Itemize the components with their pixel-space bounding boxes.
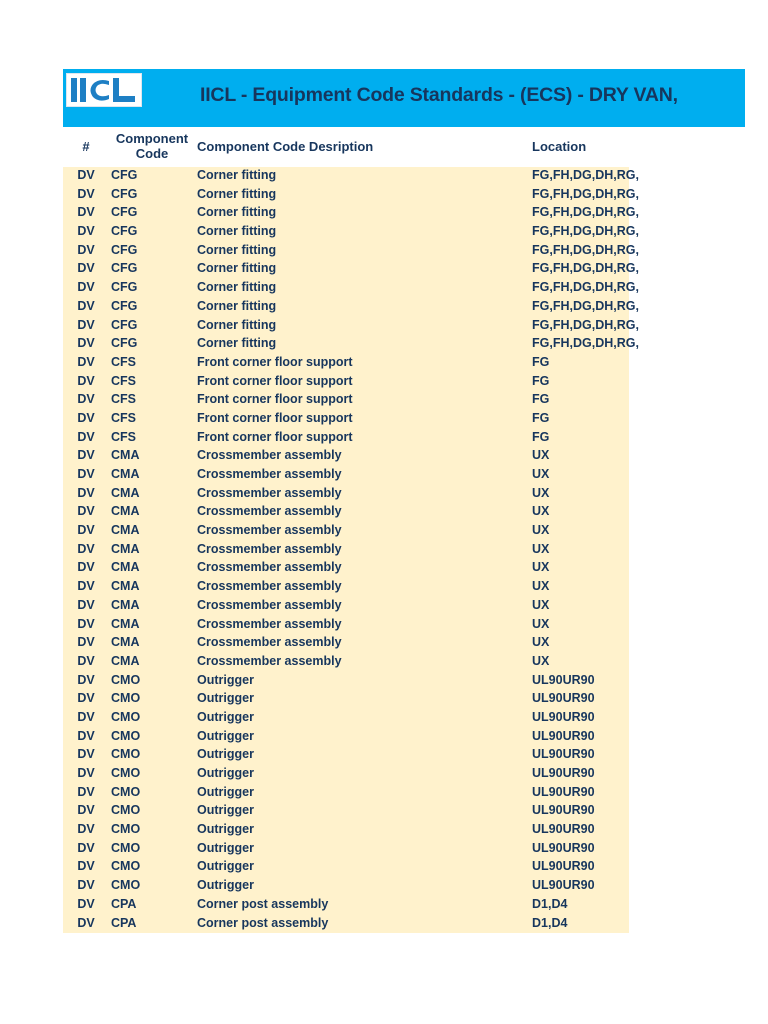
- cell-category: DV: [77, 523, 95, 538]
- cell-description: Crossmember assembly: [197, 560, 342, 575]
- table-row: [63, 204, 639, 223]
- table-row: [63, 485, 629, 504]
- table-row: [63, 429, 629, 448]
- cell-component-code: CPA: [111, 896, 137, 911]
- cell-category: DV: [77, 597, 95, 612]
- cell-location: UL90UR90: [532, 747, 595, 762]
- cell-component-code: CMA: [111, 635, 140, 650]
- table-row: [63, 784, 629, 803]
- cell-component-code: CMA: [111, 448, 140, 463]
- cell-component-code: CMO: [111, 803, 141, 818]
- table-row: [63, 802, 629, 821]
- table-row: [63, 541, 629, 560]
- cell-location: FG,FH,DG,DH,RG,: [532, 280, 639, 295]
- cell-description: Front corner floor support: [197, 373, 353, 388]
- cell-description: Outrigger: [197, 784, 254, 799]
- cell-description: Corner fitting: [197, 298, 277, 313]
- cell-category: DV: [77, 541, 95, 556]
- cell-component-code: CMA: [111, 616, 140, 631]
- cell-category: DV: [77, 784, 95, 799]
- cell-location: UX: [532, 616, 550, 631]
- cell-location: FG: [532, 410, 550, 425]
- table-row: [63, 447, 629, 466]
- table-body: [63, 167, 639, 933]
- cell-location: UX: [532, 597, 550, 612]
- table-row: [63, 186, 639, 205]
- table-row: [63, 728, 629, 747]
- cell-description: Crossmember assembly: [197, 635, 342, 650]
- cell-description: Corner fitting: [197, 186, 277, 201]
- table-row: [63, 298, 639, 317]
- table-row: [63, 522, 629, 541]
- table-row: [63, 373, 629, 392]
- cell-component-code: CMA: [111, 541, 140, 556]
- table-row: [63, 653, 629, 672]
- cell-description: Front corner floor support: [197, 429, 353, 444]
- cell-category: DV: [77, 280, 95, 295]
- cell-category: DV: [77, 448, 95, 463]
- cell-description: Corner fitting: [197, 224, 277, 239]
- page-title: IICL - Equipment Code Standards - (ECS) - DRY VAN,: [200, 84, 678, 106]
- cell-category: DV: [77, 354, 95, 369]
- cell-category: DV: [77, 504, 95, 519]
- cell-location: UL90UR90: [532, 672, 595, 687]
- cell-description: Outrigger: [197, 747, 254, 762]
- table-row: [63, 317, 639, 336]
- cell-component-code: CMO: [111, 840, 141, 855]
- table-row: [63, 503, 629, 522]
- table-row: [63, 391, 629, 410]
- cell-location: UX: [532, 635, 550, 650]
- cell-category: DV: [77, 242, 95, 257]
- cell-location: FG,FH,DG,DH,RG,: [532, 168, 639, 182]
- cell-category: DV: [77, 859, 95, 874]
- table-row: [63, 410, 629, 429]
- cell-component-code: CFG: [111, 298, 138, 313]
- cell-location: UX: [532, 560, 550, 575]
- cell-description: Outrigger: [197, 728, 254, 743]
- column-header-number: #: [82, 139, 90, 154]
- cell-location: FG,FH,DG,DH,RG,: [532, 298, 639, 313]
- cell-location: FG,FH,DG,DH,RG,: [532, 186, 639, 201]
- cell-category: DV: [77, 709, 95, 724]
- column-header-description: Component Code Desription: [197, 139, 374, 154]
- cell-category: DV: [77, 298, 95, 313]
- cell-description: Corner fitting: [197, 336, 277, 351]
- cell-location: D1,D4: [532, 915, 568, 930]
- cell-category: DV: [77, 616, 95, 631]
- cell-location: FG: [532, 373, 550, 388]
- cell-description: Crossmember assembly: [197, 448, 342, 463]
- cell-location: D1,D4: [532, 896, 568, 911]
- cell-category: DV: [77, 485, 95, 500]
- cell-description: Crossmember assembly: [197, 485, 342, 500]
- table-row: [63, 690, 629, 709]
- cell-category: DV: [77, 168, 95, 182]
- cell-category: DV: [77, 392, 95, 407]
- cell-description: Outrigger: [197, 859, 254, 874]
- cell-description: Corner fitting: [197, 280, 277, 295]
- cell-category: DV: [77, 766, 95, 780]
- column-header-location: Location: [532, 139, 587, 154]
- cell-category: DV: [77, 560, 95, 575]
- cell-component-code: CFG: [111, 186, 138, 201]
- cell-description: Front corner floor support: [197, 354, 353, 369]
- cell-component-code: CMO: [111, 878, 141, 893]
- cell-description: Corner post assembly: [197, 896, 329, 911]
- cell-location: UL90UR90: [532, 709, 595, 724]
- table-row: [63, 167, 639, 186]
- cell-description: Front corner floor support: [197, 392, 353, 407]
- cell-category: DV: [77, 672, 95, 687]
- cell-location: UX: [532, 504, 550, 519]
- cell-component-code: CFS: [111, 392, 136, 407]
- table-row: [63, 559, 629, 578]
- table-row: [63, 765, 629, 784]
- cell-category: DV: [77, 803, 95, 818]
- table-row: [63, 915, 629, 934]
- cell-description: Outrigger: [197, 691, 254, 706]
- cell-location: UX: [532, 541, 550, 556]
- cell-category: DV: [77, 429, 95, 444]
- table-row: [63, 672, 629, 691]
- table-row: [63, 858, 629, 877]
- cell-location: UL90UR90: [532, 878, 595, 893]
- cell-location: UL90UR90: [532, 822, 595, 837]
- cell-component-code: CPA: [111, 915, 137, 930]
- cell-category: DV: [77, 635, 95, 650]
- cell-location: FG,FH,DG,DH,RG,: [532, 205, 639, 220]
- cell-description: Crossmember assembly: [197, 523, 342, 538]
- cell-category: DV: [77, 840, 95, 855]
- cell-component-code: CMO: [111, 672, 141, 687]
- cell-component-code: CFG: [111, 336, 138, 351]
- cell-description: Crossmember assembly: [197, 579, 342, 594]
- cell-description: Outrigger: [197, 878, 254, 893]
- table-row: [63, 896, 629, 915]
- cell-category: DV: [77, 653, 95, 668]
- cell-location: UX: [532, 653, 550, 668]
- column-header-component-code-line2: Code: [135, 146, 169, 161]
- cell-component-code: CMA: [111, 653, 140, 668]
- cell-component-code: CMA: [111, 523, 140, 538]
- cell-component-code: CMA: [111, 485, 140, 500]
- cell-category: DV: [77, 822, 95, 837]
- cell-component-code: CMA: [111, 579, 140, 594]
- cell-description: Corner post assembly: [197, 915, 329, 930]
- cell-component-code: CMO: [111, 747, 141, 762]
- cell-component-code: CFS: [111, 373, 136, 388]
- cell-description: Corner fitting: [197, 242, 277, 257]
- cell-description: Crossmember assembly: [197, 541, 342, 556]
- table-row: [63, 877, 629, 896]
- cell-component-code: CFS: [111, 429, 136, 444]
- cell-description: Crossmember assembly: [197, 597, 342, 612]
- column-header-component-code-line1: Component: [115, 131, 189, 146]
- cell-category: DV: [77, 205, 95, 220]
- cell-category: DV: [77, 261, 95, 276]
- cell-component-code: CFG: [111, 168, 138, 182]
- iicl-logo: [66, 73, 142, 107]
- cell-component-code: CFS: [111, 354, 136, 369]
- cell-description: Crossmember assembly: [197, 467, 342, 481]
- cell-location: UX: [532, 579, 550, 594]
- table-row: [63, 223, 639, 242]
- cell-description: Outrigger: [197, 709, 254, 724]
- cell-location: UX: [532, 467, 550, 481]
- table-row: [63, 709, 629, 728]
- cell-component-code: CMA: [111, 504, 140, 519]
- cell-category: DV: [77, 896, 95, 911]
- cell-component-code: CMO: [111, 728, 141, 743]
- cell-category: DV: [77, 747, 95, 762]
- cell-location: FG: [532, 392, 550, 407]
- cell-location: UX: [532, 485, 550, 500]
- cell-description: Crossmember assembly: [197, 653, 342, 668]
- cell-description: Outrigger: [197, 672, 254, 687]
- table-row: [63, 821, 629, 840]
- cell-location: UL90UR90: [532, 784, 595, 799]
- table-row: [63, 466, 629, 485]
- cell-component-code: CMO: [111, 784, 141, 799]
- cell-component-code: CFG: [111, 205, 138, 220]
- cell-location: UX: [532, 448, 550, 463]
- table-row: [63, 260, 639, 279]
- cell-component-code: CMO: [111, 859, 141, 874]
- cell-location: UL90UR90: [532, 766, 595, 780]
- cell-description: Corner fitting: [197, 261, 277, 276]
- cell-location: UL90UR90: [532, 859, 595, 874]
- table-row: [63, 242, 639, 261]
- cell-component-code: CMA: [111, 597, 140, 612]
- table-row: [63, 840, 629, 859]
- cell-component-code: CMA: [111, 467, 140, 481]
- cell-component-code: CMO: [111, 822, 141, 837]
- cell-location: FG,FH,DG,DH,RG,: [532, 261, 639, 276]
- cell-location: UL90UR90: [532, 691, 595, 706]
- cell-description: Outrigger: [197, 803, 254, 818]
- table-row: [63, 616, 629, 635]
- cell-component-code: CMO: [111, 766, 141, 780]
- table-row: [63, 746, 629, 765]
- cell-component-code: CFG: [111, 261, 138, 276]
- cell-description: Corner fitting: [197, 205, 277, 220]
- cell-component-code: CFG: [111, 280, 138, 295]
- cell-category: DV: [77, 728, 95, 743]
- cell-category: DV: [77, 336, 95, 351]
- cell-component-code: CMO: [111, 691, 141, 706]
- table-row: [63, 597, 629, 616]
- cell-description: Crossmember assembly: [197, 616, 342, 631]
- cell-location: FG,FH,DG,DH,RG,: [532, 242, 639, 257]
- cell-location: FG,FH,DG,DH,RG,: [532, 336, 639, 351]
- cell-category: DV: [77, 373, 95, 388]
- cell-category: DV: [77, 691, 95, 706]
- cell-description: Outrigger: [197, 840, 254, 855]
- table-row: [63, 279, 639, 298]
- cell-component-code: CFS: [111, 410, 136, 425]
- cell-category: DV: [77, 224, 95, 239]
- cell-category: DV: [77, 410, 95, 425]
- cell-component-code: CFG: [111, 224, 138, 239]
- cell-component-code: CMO: [111, 709, 141, 724]
- cell-description: Outrigger: [197, 766, 254, 780]
- cell-location: UL90UR90: [532, 803, 595, 818]
- cell-location: FG: [532, 354, 550, 369]
- table-row: [63, 354, 629, 373]
- cell-location: UL90UR90: [532, 728, 595, 743]
- cell-location: FG: [532, 429, 550, 444]
- cell-description: Front corner floor support: [197, 410, 353, 425]
- cell-location: FG,FH,DG,DH,RG,: [532, 224, 639, 239]
- cell-description: Outrigger: [197, 822, 254, 837]
- column-header-component-code: [112, 131, 192, 161]
- cell-category: DV: [77, 186, 95, 201]
- cell-category: DV: [77, 317, 95, 332]
- cell-location: UX: [532, 523, 550, 538]
- cell-location: FG,FH,DG,DH,RG,: [532, 317, 639, 332]
- cell-location: UL90UR90: [532, 840, 595, 855]
- cell-category: DV: [77, 579, 95, 594]
- cell-description: Corner fitting: [197, 317, 277, 332]
- cell-description: Corner fitting: [197, 168, 277, 182]
- cell-category: DV: [77, 878, 95, 893]
- cell-component-code: CFG: [111, 242, 138, 257]
- table-row: [63, 335, 639, 354]
- cell-description: Crossmember assembly: [197, 504, 342, 519]
- cell-component-code: CMA: [111, 560, 140, 575]
- cell-category: DV: [77, 467, 95, 481]
- iicl-logo-mark: [69, 76, 139, 104]
- cell-component-code: CFG: [111, 317, 138, 332]
- cell-category: DV: [77, 915, 95, 930]
- table-row: [63, 634, 629, 653]
- table-row: [63, 578, 629, 597]
